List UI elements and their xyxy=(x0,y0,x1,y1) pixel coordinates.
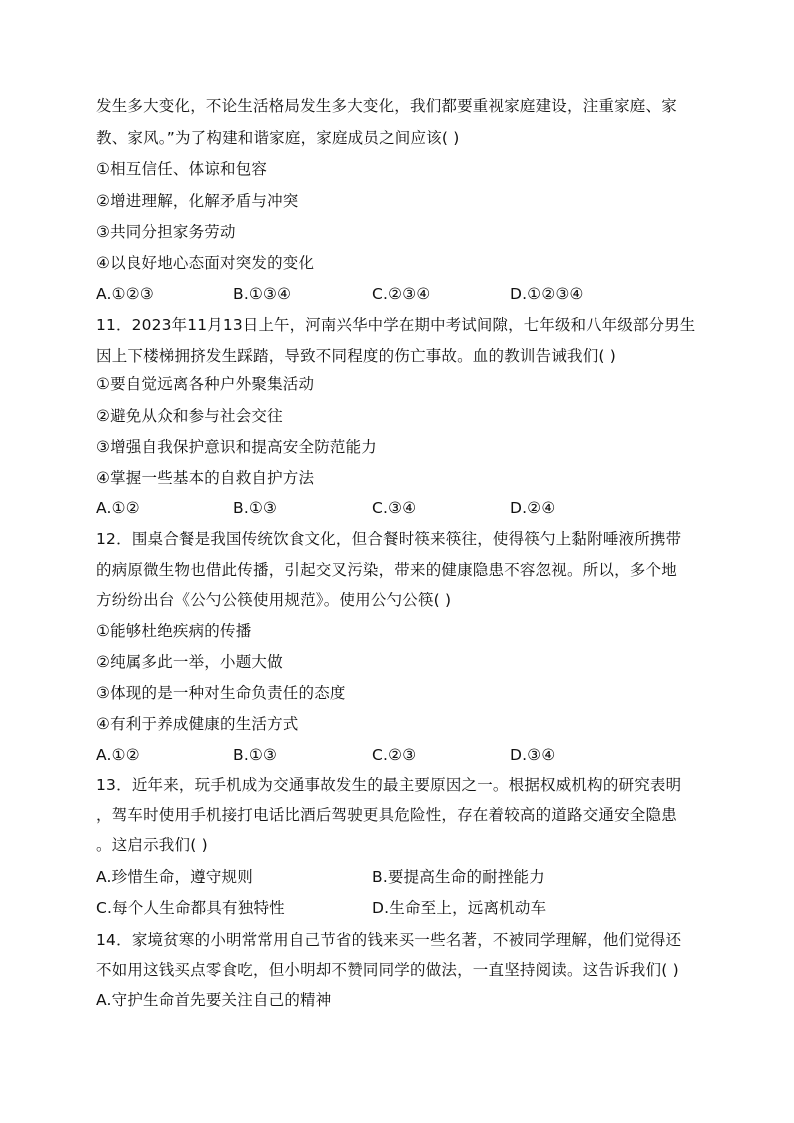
q12-item-3: ③体现的是一种对生命负责任的态度 xyxy=(96,684,346,702)
q11-choice-d[interactable]: D.②④ xyxy=(510,499,556,517)
q13-stem-line-1: 13．近年来，玩手机成为交通事故发生的最主要原因之一。根据权威机构的研究表明 xyxy=(96,776,682,794)
q13-choices-row-1 xyxy=(96,867,716,887)
q12-item-4: ④有利于养成健康的生活方式 xyxy=(96,715,299,733)
q10-item-3: ③共同分担家务劳动 xyxy=(96,223,236,241)
q10-choice-b[interactable]: B.①③④ xyxy=(233,285,292,303)
q10-choice-d[interactable]: D.①②③④ xyxy=(510,285,584,303)
q10-stem-line-1: 发生多大变化，不论生活格局发生多大变化，我们都要重视家庭建设，注重家庭、家 xyxy=(96,97,677,115)
q11-stem-line-2: 因上下楼梯拥挤发生踩踏，导致不同程度的伤亡事故。血的教训告诫我们( ) xyxy=(96,347,617,365)
q13-choice-c[interactable]: C.每个人生命都具有独特性 xyxy=(96,899,285,917)
q10-item-2: ②增进理解，化解矛盾与冲突 xyxy=(96,192,299,210)
q10-stem-line-2: 教、家风。”为了构建和谐家庭，家庭成员之间应该( ) xyxy=(96,129,460,147)
q10-choice-a[interactable]: A.①②③ xyxy=(96,285,154,303)
q12-stem-line-3: 方纷纷出台《公勺公筷使用规范》。使用公勺公筷( ) xyxy=(96,591,452,609)
q12-stem-line-2: 的病原微生物也借此传播，引起交叉污染，带来的健康隐患不容忽视。所以，多个地 xyxy=(96,561,677,579)
q11-item-4: ④掌握一些基本的自救自护方法 xyxy=(96,469,315,487)
q13-choice-a[interactable]: A.珍惜生命，遵守规则 xyxy=(96,868,253,886)
q13-stem-line-2: ，驾车时使用手机接打电话比酒后驾驶更具危险性，存在着较高的道路交通安全隐患 xyxy=(96,806,677,824)
q11-choice-b[interactable]: B.①③ xyxy=(233,499,278,517)
q10-choices xyxy=(96,284,716,304)
q11-choices xyxy=(96,498,716,518)
q11-choice-c[interactable]: C.③④ xyxy=(372,499,417,517)
q14-stem-line-1: 14．家境贫寒的小明常常用自己节省的钱来买一些名著，不被同学理解，他们觉得还 xyxy=(96,931,682,949)
q12-item-2: ②纯属多此一举，小题大做 xyxy=(96,653,283,671)
q10-choice-c[interactable]: C.②③④ xyxy=(372,285,431,303)
q11-item-3: ③增强自我保护意识和提高安全防范能力 xyxy=(96,438,377,456)
q13-choice-b[interactable]: B.要提高生命的耐挫能力 xyxy=(372,868,545,886)
q12-choices xyxy=(96,745,716,765)
q14-choice-a[interactable]: A.守护生命首先要关注自己的精神 xyxy=(96,991,332,1009)
q14-stem-line-2: 不如用这钱买点零食吃，但小明却不赞同同学的做法，一直坚持阅读。这告诉我们( ) xyxy=(96,961,679,979)
q11-item-1: ①要自觉远离各种户外聚集活动 xyxy=(96,375,315,393)
q13-choices-row-2 xyxy=(96,898,716,918)
q12-choice-c[interactable]: C.②③ xyxy=(372,746,417,764)
q12-item-1: ①能够杜绝疾病的传播 xyxy=(96,622,252,640)
q11-item-2: ②避免从众和参与社会交往 xyxy=(96,407,283,425)
q13-choice-d[interactable]: D.生命至上，远离机动车 xyxy=(372,899,547,917)
q12-stem-line-1: 12．围桌合餐是我国传统饮食文化，但合餐时筷来筷往，使得筷勺上黏附唾液所携带 xyxy=(96,530,682,548)
q12-choice-a[interactable]: A.①② xyxy=(96,746,140,764)
q13-stem-line-3: 。这启示我们( ) xyxy=(96,836,208,854)
q11-choice-a[interactable]: A.①② xyxy=(96,499,140,517)
q12-choice-b[interactable]: B.①③ xyxy=(233,746,278,764)
q10-item-4: ④以良好地心态面对突发的变化 xyxy=(96,254,315,272)
q10-item-1: ①相互信任、体谅和包容 xyxy=(96,160,268,178)
q11-stem-line-1: 11．2023年11月13日上午，河南兴华中学在期中考试间隙，七年级和八年级部分男生 xyxy=(96,316,696,334)
q12-choice-d[interactable]: D.③④ xyxy=(510,746,556,764)
